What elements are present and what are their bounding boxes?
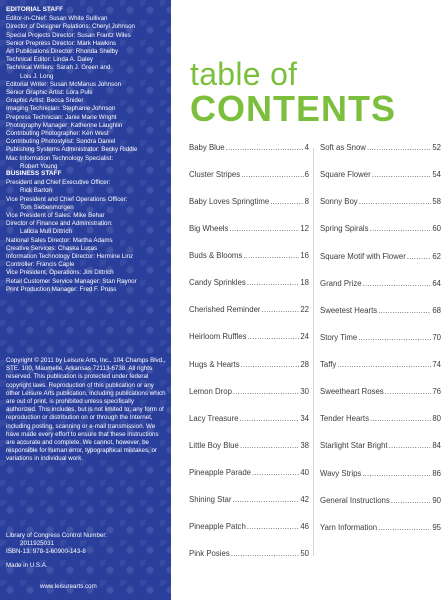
staff-line: Vice President of Sales: Mike Behar [6, 212, 105, 220]
staff-line: 2011925031 [20, 540, 54, 548]
toc-entry-title: Heirloom Ruffles [189, 332, 247, 342]
toc-dot-leader [391, 496, 432, 505]
toc-entry-page: 34 [300, 413, 309, 423]
toc-entry-page: 70 [432, 332, 441, 342]
title-line-2: CONTENTS [190, 88, 396, 129]
staff-line: Publishing Systems Administrator: Becky Riddle [6, 146, 138, 154]
toc-entry-title: Story Time [320, 332, 358, 342]
toc-entry[interactable] [189, 387, 309, 399]
staff-line: Contributing Photostylist: Sondra Daniel [6, 138, 116, 146]
staff-line: Print Production Manager: Fred F. Pruss [6, 285, 117, 293]
toc-entry-page: 22 [300, 305, 309, 315]
staff-line: Editorial Writer: Susan McManus Johnson [6, 80, 122, 88]
toc-left-column [189, 143, 309, 561]
staff-line: Library of Congress Control Number: [6, 532, 108, 539]
toc-entry-title: Sweetheart Roses [320, 387, 384, 397]
toc-entry-page: 76 [432, 387, 441, 397]
toc-entry-page: 68 [432, 305, 441, 315]
toc-entry[interactable] [320, 143, 441, 155]
toc-dot-leader [239, 414, 299, 423]
toc-entry-title: Yarn Information [320, 522, 378, 532]
toc-entry[interactable] [320, 414, 441, 426]
staff-line: Technical Writers: Sarah J. Green and [6, 64, 111, 72]
toc-entry-title: Baby Blue [189, 143, 225, 152]
toc-entry-page: 28 [300, 359, 309, 369]
toc-dot-leader [363, 279, 432, 288]
toc-right-column [320, 143, 441, 535]
toc-entry-title: Soft as Snow [320, 143, 366, 152]
toc-entry-title: Lacy Treasure [189, 413, 239, 423]
toc-entry-page: 40 [300, 467, 309, 477]
toc-entry-page: 18 [300, 278, 309, 288]
toc-entry-title: Square Motif with Flower [320, 251, 406, 261]
editorial-lines [6, 15, 166, 171]
staff-line: Prepress Technician: Janie Marie Wright [6, 113, 117, 121]
toc-entry-page: 74 [432, 360, 441, 369]
toc-entry[interactable] [320, 252, 441, 264]
toc-entry[interactable] [189, 224, 309, 236]
toc-dot-leader [385, 387, 432, 396]
toc-entry-title: Sonny Boy [320, 197, 358, 207]
toc-entry[interactable] [320, 197, 441, 209]
toc-entry-page: 58 [432, 197, 441, 207]
toc-entry-title: Cluster Stripes [189, 170, 241, 180]
toc-entry[interactable] [320, 170, 441, 182]
staff-line: Graphic Artist: Becca Snider [6, 97, 84, 105]
toc-entry-page: 42 [300, 494, 309, 504]
staff-line: Special Projects Director: Susan Frantz Wiles [6, 31, 131, 39]
toc-dot-leader [248, 332, 300, 341]
toc-entry-page: 12 [300, 224, 309, 234]
toc-entry-page: 24 [300, 332, 309, 342]
toc-entry[interactable] [189, 305, 309, 317]
toc-entry-title: Spring Spirals [320, 224, 369, 234]
toc-dot-leader [226, 143, 304, 152]
staff-line: National Sales Director: Martha Adams [6, 236, 113, 244]
staff-line: Imaging Technician: Stephanie Johnson [6, 105, 116, 113]
toc-dot-leader [247, 522, 300, 531]
toc-entry[interactable] [189, 414, 309, 426]
staff-line: Controller: Francis Caple [6, 261, 75, 269]
toc-entry[interactable] [189, 143, 309, 155]
toc-entry-title: Taffy [320, 360, 337, 369]
toc-entry[interactable] [320, 441, 441, 453]
business-heading: BUSINESS STAFF [6, 170, 62, 177]
toc-entry[interactable] [189, 197, 309, 209]
toc-entry-title: Candy Sprinkles [189, 278, 246, 288]
toc-dot-leader [262, 305, 300, 314]
toc-entry-title: Pink Posies [189, 548, 230, 558]
toc-entry-title: Starlight Star Bright [320, 441, 388, 451]
toc-entry-title: Baby Loves Springtime [189, 197, 270, 207]
staff-line: Art Publications Director: Rhonda Shelby [6, 48, 119, 56]
staff-line: Vice President, Operations: Jim Dittrich [6, 269, 114, 277]
toc-dot-leader [407, 252, 432, 261]
staff-line: Editor-in-Chief: Susan White Sullivan [6, 15, 108, 23]
page-title [190, 58, 396, 128]
toc-dot-leader [240, 441, 299, 450]
toc-dot-leader [231, 549, 300, 558]
toc-entry[interactable] [320, 306, 441, 318]
toc-entry-title: Hugs & Hearts [189, 359, 240, 369]
toc-entry-page: 4 [304, 143, 309, 152]
toc-dot-leader [247, 278, 300, 287]
toc-entry[interactable] [320, 360, 441, 372]
business-lines [6, 179, 166, 294]
staff-sidebar [0, 0, 171, 600]
toc-entry[interactable] [189, 278, 309, 290]
toc-dot-leader [241, 170, 304, 179]
toc-entry-title: Sweetest Hearts [320, 305, 378, 315]
toc-entry[interactable] [189, 332, 309, 344]
toc-dot-leader [367, 143, 431, 152]
toc-entry[interactable] [320, 279, 441, 291]
toc-entry-page: 86 [432, 468, 441, 478]
staff-line: Information Technology Director: Hermine Linz [6, 253, 134, 261]
toc-dot-leader [389, 441, 432, 450]
toc-entry-title: Wavy Strips [320, 468, 362, 478]
copyright-notice: Copyright © 2011 by Leisure Arts, Inc., 104 Champs Blvd., STE. 100, Maumelle, Arkansas 72113-6738. All rights reserved. This publication is protected under federal copyright laws. Reproduction of this publication or any other Leisure Arts publication, including publications which are out of print, is prohibited unless specifically authorized. This includes, but is not limited to, any form of reproduction or distribution on or through the Internet, including posting, scanning or e-mail transmission. We have made every effort to ensure that these instructions are accurate and complete. We cannot, however, be responsible for human error, typographical mistakes, or variations in individual work. [6, 357, 166, 463]
toc-entry-title: Buds & Blooms [189, 251, 243, 261]
toc-dot-leader [337, 360, 431, 369]
website-link[interactable]: www.leisurearts.com [40, 583, 97, 590]
toc-dot-leader [241, 360, 300, 369]
staff-line: Vice President and Chief Operations Officer: [6, 195, 128, 203]
made-in-usa: Made in U.S.A. [6, 562, 48, 569]
toc-entry[interactable] [320, 523, 441, 535]
toc-entry-page: 95 [432, 522, 441, 532]
toc-entry-page: 64 [432, 278, 441, 288]
toc-entry[interactable] [189, 441, 309, 453]
staff-line: Technical Editor: Linda A. Daley [6, 56, 94, 64]
title-line-1: table of [190, 56, 298, 92]
staff-line: Photography Manager: Katherine Laughlin [6, 121, 123, 129]
business-staff-block [6, 170, 166, 294]
staff-line: Creative Services: Chaska Lucas [6, 244, 98, 252]
toc-dot-leader [370, 414, 431, 423]
toc-entry-page: 60 [432, 224, 441, 234]
toc-entry[interactable] [189, 360, 309, 372]
toc-dot-leader [229, 224, 299, 233]
toc-entry-page: 52 [432, 143, 441, 152]
staff-line: Senior Prepress Director: Mark Hawkins [6, 39, 117, 47]
toc-dot-leader [232, 495, 299, 504]
toc-entry[interactable] [320, 496, 441, 508]
toc-entry[interactable] [320, 469, 441, 481]
toc-dot-leader [243, 251, 299, 260]
staff-line: Mac Information Technology Specialist: [6, 154, 114, 162]
toc-entry-page: 30 [300, 386, 309, 396]
toc-entry-title: Grand Prize [320, 278, 362, 288]
toc-entry-page: 54 [432, 170, 441, 180]
toc-dot-leader [252, 468, 299, 477]
toc-dot-leader [270, 197, 303, 206]
editorial-staff-block [6, 6, 166, 171]
staff-line: Retail Customer Service Manager: Stan Raynor [6, 277, 137, 285]
staff-line: ISBN-13: 978-1-60900-143-8 [6, 548, 86, 556]
staff-line: Laticia Mull Dittrich [20, 228, 72, 236]
toc-entry[interactable] [320, 387, 441, 399]
toc-entry-page: 16 [300, 251, 309, 261]
toc-entry-title: Cherished Reminder [189, 305, 261, 315]
toc-entry-title: Pineapple Parade [189, 467, 251, 477]
staff-line: Director of Designer Relations: Cheryl Johnson [6, 23, 135, 31]
toc-entry[interactable] [189, 495, 309, 507]
toc-dot-leader [378, 306, 431, 315]
toc-entry[interactable] [189, 549, 309, 561]
staff-line: Tom Siebenmorgen [20, 203, 74, 211]
toc-entry-title: Lemon Drop [189, 386, 232, 396]
toc-entry-title: Shining Star [189, 494, 232, 504]
toc-entry-page: 46 [300, 521, 309, 531]
toc-entry-title: Big Wheels [189, 224, 229, 234]
toc-entry-page: 90 [432, 495, 441, 505]
toc-dot-leader [370, 224, 432, 233]
toc-entry-page: 50 [300, 548, 309, 558]
toc-entry[interactable] [189, 251, 309, 263]
toc-dot-leader [233, 387, 299, 396]
toc-dot-leader [378, 523, 431, 532]
toc-entry[interactable] [189, 522, 309, 534]
toc-dot-leader [362, 469, 431, 478]
toc-entry-title: Little Boy Blue [189, 440, 239, 450]
toc-entry-page: 6 [304, 170, 309, 180]
toc-entry-page: 8 [304, 197, 309, 207]
toc-dot-leader [359, 197, 432, 206]
toc-entry-page: 62 [432, 251, 441, 261]
staff-line: President and Chief Executive Officer: [6, 179, 111, 187]
toc-entry-title: Square Flower [320, 170, 371, 180]
editorial-heading: EDITORIAL STAFF [6, 6, 64, 13]
toc-entry-title: General Instructions [320, 495, 390, 505]
toc-entry-page: 84 [432, 441, 441, 451]
staff-line: Lois J. Long [20, 72, 54, 80]
toc-entry-page: 38 [300, 440, 309, 450]
toc-entry[interactable] [189, 468, 309, 480]
toc-entry-title: Pineapple Patch [189, 521, 246, 531]
toc-entry-title: Tender Hearts [320, 414, 369, 424]
toc-dot-leader [358, 333, 431, 342]
staff-line: Director of Finance and Administration: [6, 220, 113, 228]
toc-entry[interactable] [320, 333, 441, 345]
staff-line: Senior Graphic Artist: Lora Puls [6, 89, 93, 97]
toc-entry-page: 80 [432, 414, 441, 424]
staff-line: Contributing Photographer: Ken West [6, 130, 109, 138]
toc-entry[interactable] [189, 170, 309, 182]
column-divider [313, 148, 314, 556]
staff-line: Rick Barton [20, 187, 52, 195]
toc-dot-leader [372, 170, 432, 179]
staff-line: Robert Young [20, 162, 58, 170]
toc-entry[interactable] [320, 224, 441, 236]
library-of-congress-block [6, 532, 166, 557]
